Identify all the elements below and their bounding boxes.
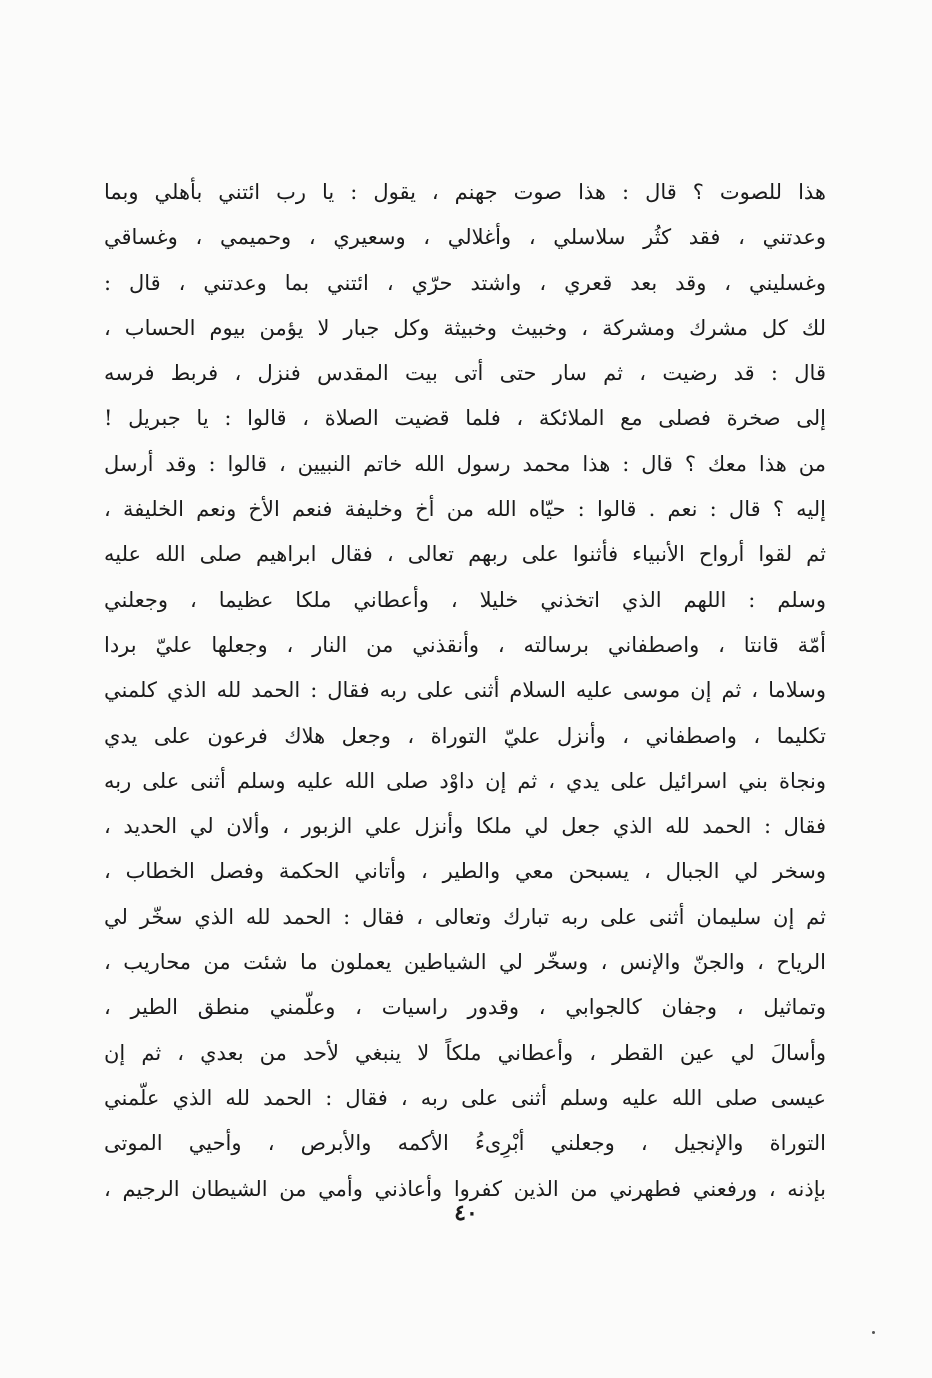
text-line: وسخر لي الجبال ، يسبحن معي والطير ، وأتاني الحكمة وفصل الخطاب ، (104, 859, 826, 884)
text-line: أمّة قانتا ، واصطفاني برسالته ، وأنقذني من النار ، وجعلها عليّ بردا (104, 632, 826, 657)
text-line: تكليما ، واصطفاني ، وأنزل عليّ التوراة ، وجعل هلاك فرعون على يدي (104, 723, 826, 748)
text-line: من هذا معك ؟ قال : هذا محمد رسول الله خاتم النبيين ، قالوا : وقد أرسل (104, 451, 826, 476)
text-line: وتماثيل ، وجفان كالجوابي ، وقدور راسيات ، وعلّمني منطق الطير ، (104, 995, 826, 1020)
text-line: ثم إن سليمان أثنى على ربه تبارك وتعالى ، فقال : الحمد لله الذي سخّر لي (104, 904, 826, 929)
text-line: وعدتني ، فقد كثُر سلاسلي ، وأغلالي ، وسعيري ، وحميمي ، وغساقي (104, 225, 826, 250)
text-line: ثم لقوا أرواح الأنبياء فأثنوا على ربهم تعالى ، فقال ابراهيم صلى الله عليه (104, 542, 826, 567)
text-line: فقال : الحمد لله الذي جعل لي ملكا وأنزل علي الزبور ، وألان لي الحديد ، (104, 814, 826, 839)
body-text (104, 170, 826, 1212)
text-line: التوراة والإنجيل ، وجعلني أبْرِىءُ الأكمه والأبرص ، وأحيي الموتى (104, 1131, 826, 1156)
text-line: وأسالَ لي عين القطر ، وأعطاني ملكاً لا ينبغي لأحد من بعدي ، ثم إن (104, 1040, 826, 1065)
text-line: ونجاة بني اسرائيل على يدي ، ثم إن داوْد صلى الله عليه وسلم أثنى على ربه (104, 768, 826, 793)
text-line: عيسى صلى الله عليه وسلم أثنى على ربه ، فقال : الحمد لله الذي علّمني (104, 1085, 826, 1110)
paper-speck (872, 1331, 875, 1334)
text-line: وسلاما ، ثم إن موسى عليه السلام أثنى على ربه فقال : الحمد لله الذي كلمني (104, 678, 826, 703)
text-line: لك كل مشرك ومشركة ، وخبيث وخبيثة وكل جبار لا يؤمن بيوم الحساب ، (104, 315, 826, 340)
text-line: وسلم : اللهم الذي اتخذني خليلا ، وأعطاني ملكا عظيما ، وجعلني (104, 587, 826, 612)
text-line: بإذنه ، ورفعني فطهرني من الذين كفروا وأعاذني وأمي من الشيطان الرجيم ، (104, 1176, 826, 1201)
text-line: قال : قد رضيت ، ثم سار حتى أتى بيت المقدس فنزل ، فربط فرسه (104, 361, 826, 386)
page-number: ٤٠ (454, 1200, 478, 1226)
text-line: الرياح ، والجنّ والإنس ، وسخّر لي الشياطين يعملون ما شئت من محاريب ، (104, 950, 826, 975)
text-line: هذا للصوت ؟ قال : هذا صوت جهنم ، يقول : يا رب ائتني بأهلي وبما (104, 180, 826, 204)
text-line: وغسليني ، وقد بعد قعري ، واشتد حرّي ، ائتني بما وعدتني ، قال : (104, 270, 826, 295)
text-line: إلى صخرة فصلى مع الملائكة ، فلما قضيت الصلاة ، قالوا : يا جبريل ! (104, 406, 826, 431)
text-line: إليه ؟ قال : نعم . قالوا : حيّاه الله من أخ وخليفة فنعم الأخ ونعم الخليفة ، (104, 497, 826, 522)
